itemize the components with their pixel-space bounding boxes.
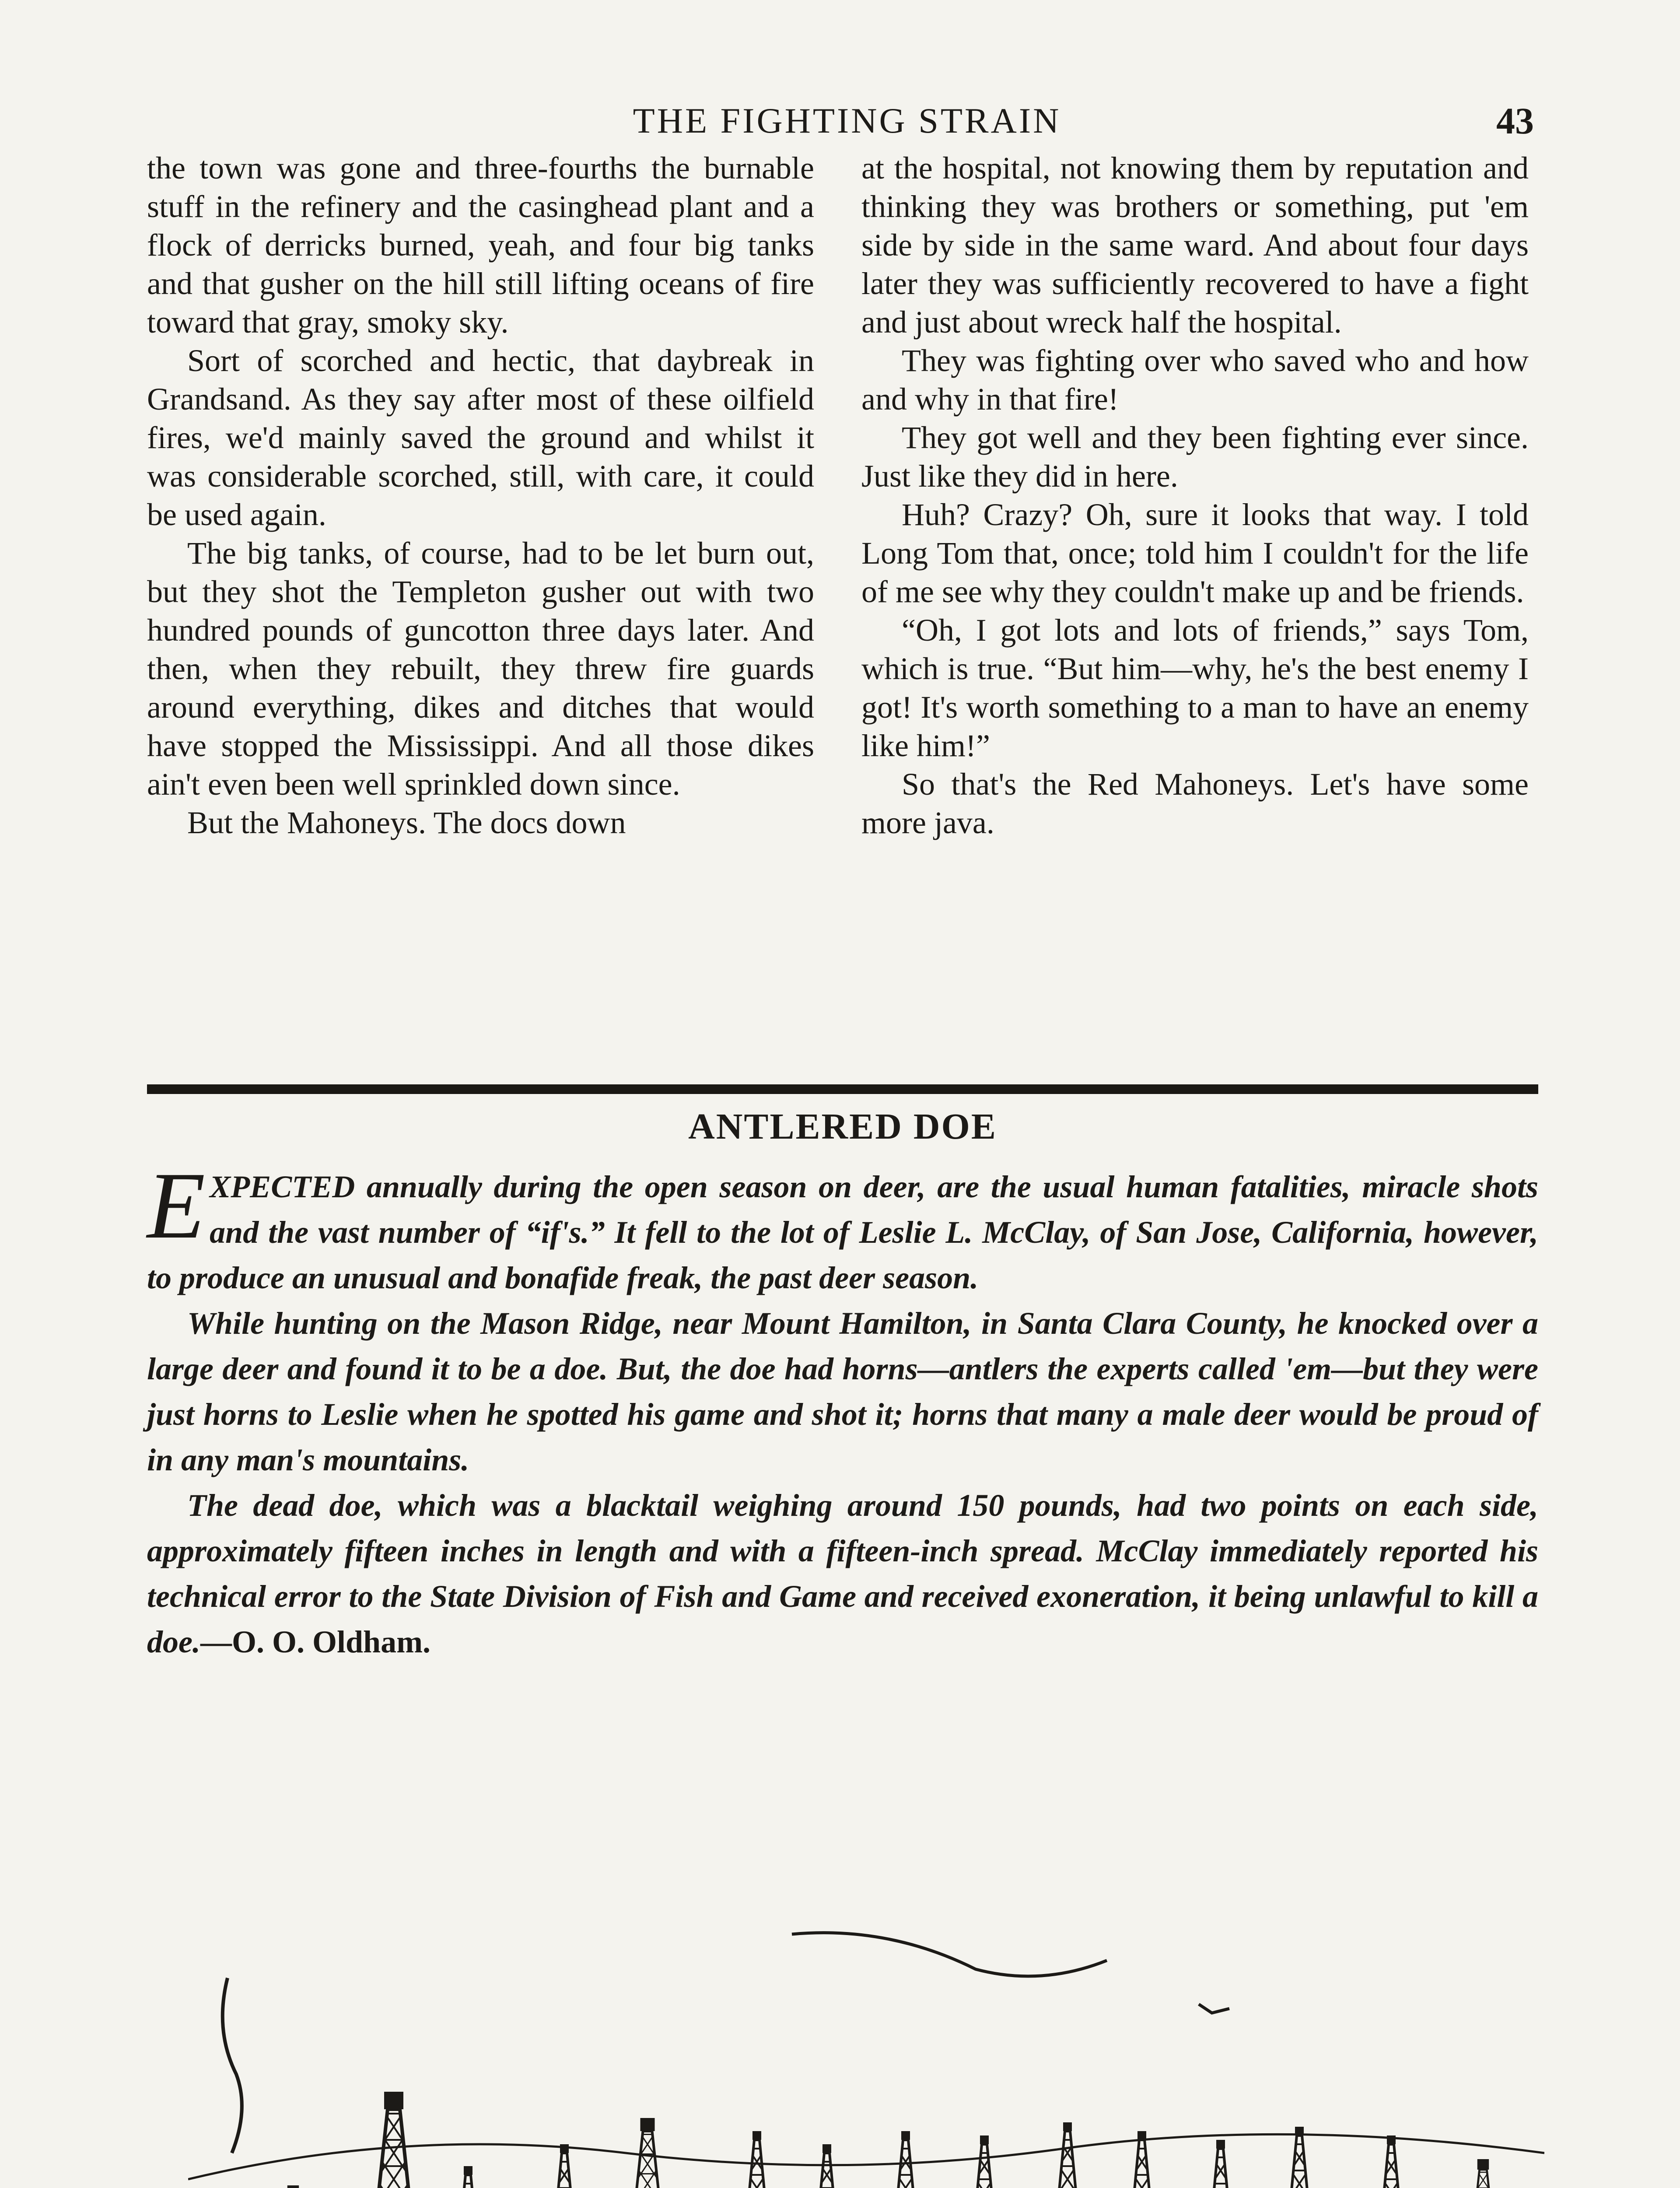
drop-cap: E <box>147 1153 206 1259</box>
left-column <box>147 149 814 842</box>
page-number: 43 <box>1496 100 1534 142</box>
story-paragraph: While hunting on the Mason Ridge, near Mount Hamilton, in Santa Clara County, he knocked over a large deer and found it to be a doe. But, the doe had horns—antlers the experts called 'em—but they were just horns to Leslie when he spotted his game and shot it; horns that many a male deer would be proud of in any man's mountains. <box>147 1306 1538 1477</box>
story-paragraph-text: The dead doe, which was a blacktail weighing around 150 pounds, had two points on each side, approximately fifteen inches in length and with a fifteen-inch spread. McClay immediately reported his technical error to the State Division of Fish and Game and received exoneration, it being unlawful to kill a doe. <box>147 1488 1538 1659</box>
author-byline: —O. O. Oldham. <box>200 1624 431 1659</box>
story-paragraph <box>147 1153 1538 1301</box>
story-paragraph-text: XPECTED annually during the open season on deer, are the usual human fatalities, miracle shots and the vast number of “if's.” It fell to the lot of Leslie L. McClay, of San Jose, California, however, to produce an unusual and bonafide freak, the past deer season. <box>147 1169 1538 1295</box>
paragraph: Huh? Crazy? Oh, sure it looks that way. I told Long Tom that, once; told him I couldn't for the life of me see why they couldn't make up and be friends. <box>861 497 1529 609</box>
section-divider <box>147 1084 1538 1094</box>
paragraph: But the Mahoneys. The docs down <box>187 805 626 840</box>
story-paragraph <box>147 1483 1538 1665</box>
paragraph: Sort of scorched and hectic, that daybreak in Grandsand. As they say after most of these oilfield fires, we'd mainly saved the ground and whilst it was considerable scorched, still, with care, it could be used again. <box>147 343 814 532</box>
paragraph: The big tanks, of course, had to be let burn out, but they shot the Templeton gusher out with two hundred pounds of guncotton three days later. And then, when they rebuilt, they threw fire guards around everything, dikes and ditches that would have stopped the Mississippi. And all those dikes ain't even been well sprinkled down since. <box>147 536 814 802</box>
paragraph: at the hospital, not knowing them by reputation and thinking they was brothers or something, put 'em side by side in the same ward. And about four days later they was sufficiently recovered to have a fight and just about wreck half the hospital. <box>861 151 1529 340</box>
story-columns <box>147 149 1538 1050</box>
right-column <box>861 149 1529 842</box>
paragraph: “Oh, I got lots and lots of friends,” says Tom, which is true. “But him—why, he's the best enemy I got! It's worth something to a man to have an enemy like him!” <box>861 613 1529 763</box>
running-title: THE FIGHTING STRAIN <box>633 101 1061 140</box>
paragraph: So that's the Red Mahoneys. Let's have some more java. <box>861 767 1529 840</box>
page-header <box>147 95 1547 147</box>
paragraph: They was fighting over who saved who and how and why in that fire! <box>861 343 1529 417</box>
story-body <box>147 1153 1538 1665</box>
oilfield-illustration <box>188 1847 1544 2188</box>
paragraph: the town was gone and three-fourths the burnable stuff in the refinery and the casinghead plant and a flock of derricks burned, yeah, and four big tanks and that gusher on the hill still lifting oceans of fire toward that gray, smoky sky. <box>147 151 814 340</box>
paragraph: They got well and they been fighting ever since. Just like they did in here. <box>861 420 1529 494</box>
oil-derricks-drawing <box>188 1847 1544 2188</box>
story-title: ANTLERED DOE <box>688 1106 997 1147</box>
